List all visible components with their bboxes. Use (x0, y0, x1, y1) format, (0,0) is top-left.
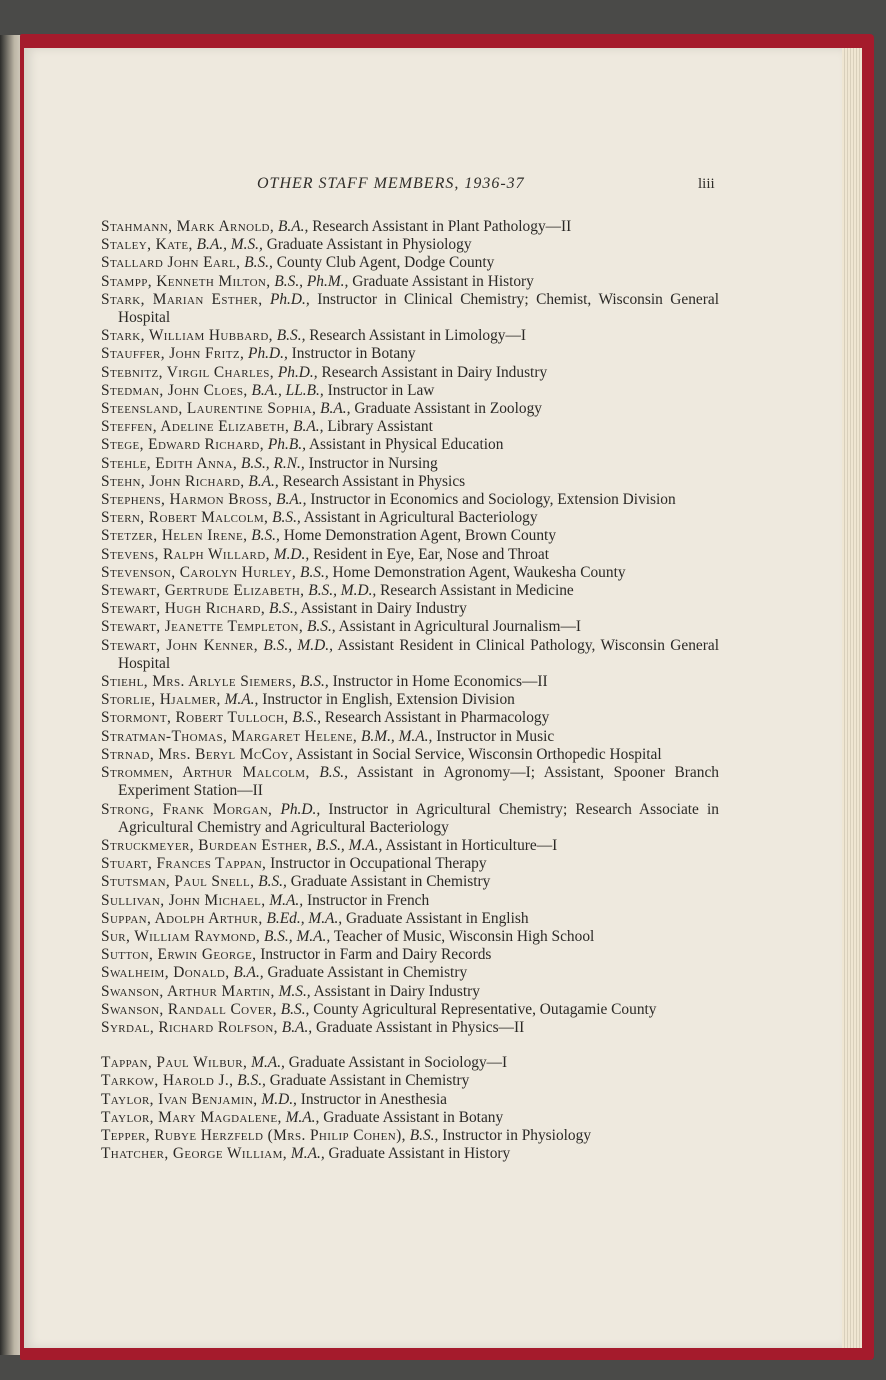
staff-title: Assistant in Physical Education (308, 436, 504, 454)
staff-title: County Club Agent, Dodge County (276, 254, 495, 272)
staff-title: Instructor in Farm and Dairy Records (260, 946, 492, 964)
staff-name: Stevens, Ralph Willard, (101, 545, 270, 563)
staff-name: Stephens, Harmon Bross, (101, 491, 273, 509)
staff-degrees: B.S., (280, 1000, 310, 1018)
staff-entry (101, 946, 719, 964)
staff-entry (101, 400, 719, 418)
staff-title: Assistant Resident in Clinical Pathology, Wisconsin General Hospital (118, 636, 719, 672)
staff-entry (101, 1054, 719, 1072)
staff-degrees: B.S., (319, 764, 348, 782)
staff-degrees: B.S., (276, 327, 306, 345)
staff-title: Graduate Assistant in Chemistry (267, 964, 468, 982)
staff-degrees: B.A., (248, 472, 279, 490)
staff-entry (101, 1019, 719, 1037)
staff-entry (101, 327, 719, 345)
staff-name: Strong, Frank Morgan, (101, 800, 273, 818)
staff-entry (101, 873, 719, 891)
staff-entry (101, 218, 719, 236)
staff-title: Instructor in Clinical Chemistry; Chemist, Wisconsin General Hospital (118, 290, 719, 327)
staff-name: Storlie, Hjalmer, (101, 691, 221, 709)
staff-degrees: B.A., M.S., (196, 236, 263, 254)
staff-name: Suppan, Adolph Arthur, (101, 909, 263, 927)
staff-name: Tarkow, Harold J., (101, 1072, 234, 1090)
staff-title: Instructor in Nursing (308, 454, 438, 472)
staff-degrees: B.M., M.A., (361, 727, 433, 745)
staff-title: Instructor in Physiology (442, 1126, 592, 1144)
staff-title: Instructor in French (306, 891, 430, 909)
staff-name: Stebnitz, Virgil Charles, (101, 363, 274, 381)
staff-name: Stewart, Jeanette Templeton, (101, 618, 304, 636)
staff-name: Swanson, Arthur Martin, (101, 982, 275, 1000)
staff-entry (101, 236, 719, 254)
staff-degrees: Ph.B., (267, 436, 306, 454)
staff-title: Teacher of Music, Wisconsin High School (333, 927, 595, 945)
staff-entry (101, 418, 719, 436)
staff-degrees: M.A., (251, 1054, 285, 1072)
staff-entry (101, 1001, 719, 1019)
staff-name: Stallard John Earl, (101, 254, 241, 272)
staff-name: Steffen, Adeline Elizabeth, (101, 418, 290, 436)
staff-name: Tappan, Paul Wilbur, (101, 1054, 248, 1072)
staff-degrees: B.S., (244, 254, 273, 272)
staff-title: Instructor in English, Extension Division (262, 691, 515, 709)
staff-name: Stormont, Robert Tulloch, (101, 709, 289, 727)
staff-entry (101, 910, 719, 928)
staff-degrees: B.S., M.A., (316, 836, 383, 854)
staff-title: Assistant in Dairy Industry (313, 982, 480, 1000)
staff-name: Stark, Marian Esther, (101, 290, 263, 308)
staff-degrees: M.A., (269, 891, 304, 909)
staff-title: Research Assistant in Medicine (380, 582, 574, 600)
staff-entry (101, 983, 719, 1001)
staff-entry (101, 455, 719, 473)
staff-name: Stampp, Kenneth Milton, (101, 272, 271, 290)
staff-degrees: B.A., (233, 964, 264, 982)
staff-entry (101, 364, 719, 382)
staff-name: Strnad, Mrs. Beryl McCoy, (101, 745, 294, 763)
staff-title: Instructor in Botany (291, 345, 416, 363)
staff-entry (101, 1127, 719, 1145)
staff-entry (101, 855, 719, 873)
staff-title: Research Assistant in Pharmacology (324, 709, 550, 727)
staff-entry (101, 928, 719, 946)
staff-entry (101, 600, 719, 618)
staff-name: Sur, William Raymond, (101, 927, 261, 945)
staff-degrees: B.S., (300, 673, 329, 691)
staff-degrees: B.S., (292, 709, 322, 727)
staff-entry (101, 637, 719, 673)
staff-title: Instructor in Music (436, 727, 555, 745)
staff-title: Graduate Assistant in Physics—II (316, 1018, 525, 1036)
staff-name: Taylor, Mary Magdalene, (101, 1108, 282, 1126)
staff-degrees: B.S., (251, 527, 280, 545)
staff-name: Stehle, Edith Anna, (101, 454, 238, 472)
staff-name: Stahmann, Mark Arnold, (101, 218, 275, 235)
staff-name: Stutsman, Paul Snell, (101, 873, 255, 891)
staff-title: Home Demonstration Agent, Brown County (283, 527, 557, 545)
staff-title: Graduate Assistant in Chemistry (290, 873, 491, 891)
staff-degrees: B.A., (278, 218, 309, 235)
staff-name: Swanson, Randall Cover, (101, 1000, 277, 1018)
staff-title: Graduate Assistant in Sociology—I (288, 1054, 508, 1072)
staff-name: Stevenson, Carolyn Hurley, (101, 563, 297, 581)
staff-name: Stege, Edward Richard, (101, 436, 265, 454)
staff-degrees: M.D., (273, 545, 310, 563)
staff-title: Graduate Assistant in History (328, 1145, 511, 1163)
staff-entry (101, 473, 719, 491)
staff-title: Instructor in Anesthesia (300, 1090, 447, 1108)
staff-entry (101, 964, 719, 982)
staff-name: Taylor, Ivan Benjamin, (101, 1090, 258, 1108)
staff-title: Research Assistant in Dairy Industry (321, 363, 548, 381)
staff-name: Sullivan, John Michael, (101, 891, 266, 909)
staff-degrees: B.S., M.A., (263, 927, 331, 945)
staff-title: Research Assistant in Physics (282, 472, 466, 490)
staff-entry (101, 546, 719, 564)
staff-name: Stetzer, Helen Irene, (101, 527, 248, 545)
staff-entry (101, 273, 719, 291)
staff-degrees: B.A., (276, 491, 307, 509)
staff-name: Syrdal, Richard Rolfson, (101, 1018, 278, 1036)
staff-entry (101, 764, 719, 800)
staff-entry (101, 254, 719, 272)
staff-name: Tepper, Rubye Herzfeld (Mrs. Philip Cohen), (101, 1126, 406, 1144)
staff-degrees: B.A., (293, 418, 324, 436)
staff-degrees: B.A., LL.B., (251, 381, 324, 399)
staff-degrees: B.S., (300, 563, 329, 581)
staff-title: Research Assistant in Limology—I (309, 327, 527, 345)
staff-entry (101, 491, 719, 509)
staff-name: Staley, Kate, (101, 236, 193, 254)
staff-title: Resident in Eye, Ear, Nose and Throat (313, 545, 549, 563)
staff-entry (101, 1145, 719, 1163)
staff-degrees: B.A., (320, 400, 351, 418)
staff-title: Graduate Assistant in History (352, 272, 534, 290)
staff-degrees: Ph.D., (269, 290, 310, 308)
staff-title: County Agricultural Representative, Outagamie County (313, 1000, 657, 1018)
staff-name: Stewart, Gertrude Elizabeth, (101, 582, 305, 600)
staff-degrees: B.S., Ph.M., (274, 272, 349, 290)
staff-entry (101, 564, 719, 582)
staff-degrees: M.A., (285, 1108, 320, 1126)
staff-title: Instructor in Home Economics—II (332, 673, 548, 691)
staff-degrees: Ph.D., (248, 345, 288, 363)
staff-name: Struckmeyer, Burdean Esther, (101, 836, 313, 854)
staff-degrees: B.S., (268, 600, 298, 618)
running-head: OTHER STAFF MEMBERS, 1936-37 (257, 175, 525, 192)
staff-title: Research Assistant in Plant Pathology—II (312, 218, 572, 235)
staff-entry (101, 582, 719, 600)
staff-name: Thatcher, George William, (101, 1145, 288, 1163)
staff-title: Instructor in Agricultural Chemistry; Research Associate in Agricultural Chemistry and Agricultural Bacteriology (118, 800, 719, 836)
staff-entry (101, 1091, 719, 1109)
staff-title: Assistant in Social Service, Wisconsin Orthopedic Hospital (296, 745, 662, 763)
staff-entry (101, 436, 719, 454)
staff-title: Library Assistant (327, 418, 433, 436)
staff-name: Stehn, John Richard, (101, 472, 245, 490)
staff-entry (101, 691, 719, 709)
staff-entry (101, 382, 719, 400)
staff-degrees: M.S., (278, 982, 311, 1000)
staff-entry (101, 345, 719, 363)
staff-name: Swalheim, Donald, (101, 964, 230, 982)
staff-name: Stiehl, Mrs. Arlyle Siemers, (101, 673, 297, 691)
staff-degrees: B.S., (258, 873, 287, 891)
staff-title: Graduate Assistant in Chemistry (269, 1072, 470, 1090)
staff-entry (101, 892, 719, 910)
staff-entry (101, 1109, 719, 1127)
staff-degrees: Ph.D., (277, 363, 318, 381)
staff-degrees: B.S., (237, 1072, 266, 1090)
staff-entry (101, 527, 719, 545)
staff-title: Assistant in Agricultural Bacteriology (303, 509, 538, 527)
staff-title: Instructor in Economics and Sociology, Extension Division (310, 491, 676, 509)
staff-name: Stark, William Hubbard, (101, 327, 273, 345)
staff-degrees: B.A., (281, 1018, 313, 1036)
staff-name: Stedman, John Cloes, (101, 381, 248, 399)
staff-degrees: Ph.D., (280, 800, 321, 818)
staff-name: Sutton, Erwin George, (101, 946, 257, 964)
staff-name: Stewart, Hugh Richard, (101, 600, 266, 618)
staff-degrees: M.A., (290, 1145, 325, 1163)
staff-degrees: B.S., M.D., (263, 636, 333, 654)
staff-name: Stratman-Thomas, Margaret Helene, (101, 727, 358, 745)
staff-title: Instructor in Occupational Therapy (270, 855, 487, 873)
staff-list (101, 218, 719, 1163)
staff-entry (101, 618, 719, 636)
staff-name: Strommen, Arthur Malcolm, (101, 764, 310, 782)
staff-entry (101, 673, 719, 691)
staff-entry (101, 746, 719, 764)
staff-name: Stuart, Frances Tappan, (101, 855, 267, 873)
staff-degrees: M.D., (261, 1090, 297, 1108)
staff-entry (101, 801, 719, 837)
staff-name: Steensland, Laurentine Sophia, (101, 400, 317, 418)
staff-name: Stauffer, John Fritz, (101, 345, 245, 363)
staff-entry (101, 291, 719, 327)
staff-title: Assistant in Agricultural Journalism—I (338, 618, 582, 636)
staff-degrees: B.S., M.D., (308, 582, 377, 600)
staff-title: Instructor in Law (327, 381, 435, 399)
staff-title: Home Demonstration Agent, Waukesha County (332, 563, 626, 581)
staff-entry (101, 1072, 719, 1090)
staff-entry (101, 509, 719, 527)
staff-name: Stewart, John Kenner, (101, 636, 259, 654)
staff-degrees: M.A., (224, 691, 259, 709)
staff-degrees: B.S., R.N., (241, 454, 305, 472)
staff-title: Graduate Assistant in Physiology (266, 236, 472, 254)
staff-title: Graduate Assistant in English (346, 909, 529, 927)
staff-entry (101, 709, 719, 727)
staff-title: Assistant in Dairy Industry (300, 600, 467, 618)
staff-name: Stern, Robert Malcolm, (101, 509, 269, 527)
staff-degrees: B.S., (272, 509, 301, 527)
staff-entry (101, 728, 719, 746)
staff-entry (101, 837, 719, 855)
staff-degrees: B.S., (409, 1126, 439, 1144)
staff-title: Assistant in Agronomy—I; Assistant, Spooner Branch Experiment Station—II (118, 764, 719, 800)
staff-title: Graduate Assistant in Botany (323, 1108, 504, 1126)
staff-title: Assistant in Horticulture—I (385, 836, 558, 854)
page-number: liii (698, 176, 715, 192)
staff-degrees: B.S., (307, 618, 336, 636)
staff-degrees: B.Ed., M.A., (266, 909, 343, 927)
staff-title: Graduate Assistant in Zoology (354, 400, 542, 418)
